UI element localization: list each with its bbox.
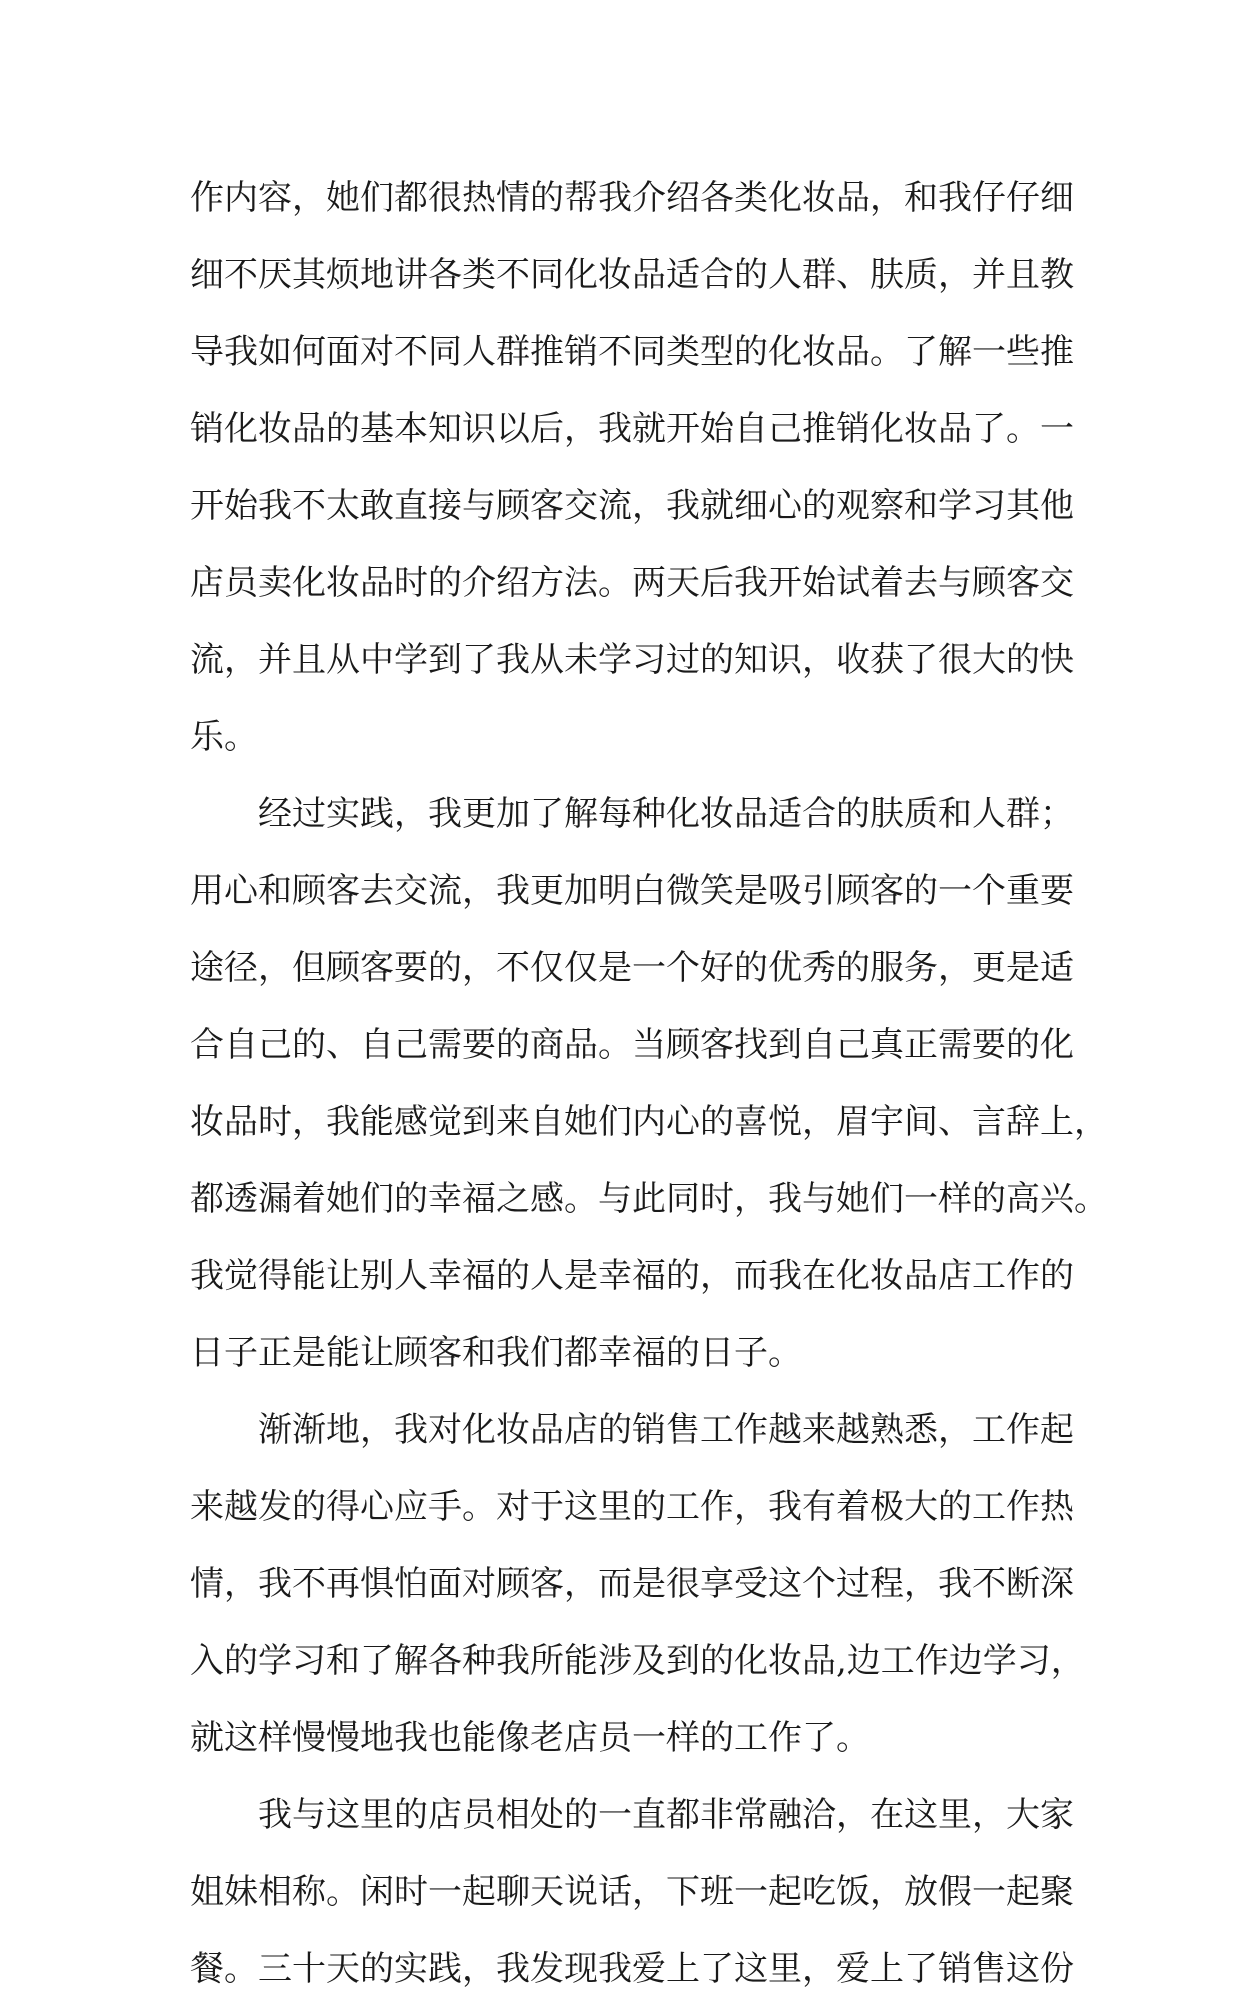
text-line: 我觉得能让别人幸福的人是幸福的，而我在化妆品店工作的 [190, 1256, 1074, 1296]
text-line: 细不厌其烦地讲各类不同化妆品适合的人群、肤质，并且教 [190, 255, 1074, 295]
body-text [190, 160, 1108, 2008]
paragraph-start-line: 我与这里的店员相处的一直都非常融洽，在这里，大家 [258, 1795, 1074, 1835]
text-line: 销化妆品的基本知识以后，我就开始自己推销化妆品了。一 [190, 409, 1074, 449]
text-line: 情，我不再惧怕面对顾客，而是很享受这个过程，我不断深 [190, 1564, 1074, 1604]
text-line: 开始我不太敢直接与顾客交流，我就细心的观察和学习其他 [190, 486, 1074, 526]
paragraph-start-line: 经过实践，我更加了解每种化妆品适合的肤质和人群； [258, 794, 1074, 834]
text-line: 作内容，她们都很热情的帮我介绍各类化妆品，和我仔仔细 [190, 178, 1074, 218]
text-line: 姐妹相称。闲时一起聊天说话，下班一起吃饭，放假一起聚 [190, 1872, 1074, 1912]
text-line: 合自己的、自己需要的商品。当顾客找到自己真正需要的化 [190, 1025, 1074, 1065]
text-line: 来越发的得心应手。对于这里的工作，我有着极大的工作热 [190, 1487, 1074, 1527]
text-line: 导我如何面对不同人群推销不同类型的化妆品。了解一些推 [190, 332, 1074, 372]
text-line: 入的学习和了解各种我所能涉及到的化妆品,边工作边学习， [190, 1641, 1085, 1681]
text-line: 就这样慢慢地我也能像老店员一样的工作了。 [190, 1718, 870, 1758]
text-line: 都透漏着她们的幸福之感。与此同时，我与她们一样的高兴。 [190, 1179, 1108, 1219]
text-line: 店员卖化妆品时的介绍方法。两天后我开始试着去与顾客交 [190, 563, 1074, 603]
text-line: 用心和顾客去交流，我更加明白微笑是吸引顾客的一个重要 [190, 871, 1074, 911]
text-line: 妆品时，我能感觉到来自她们内心的喜悦，眉宇间、言辞上， [190, 1102, 1108, 1142]
text-line: 流，并且从中学到了我从未学习过的知识，收获了很大的快 [190, 640, 1074, 680]
paragraph-start-line: 渐渐地，我对化妆品店的销售工作越来越熟悉，工作起 [258, 1410, 1074, 1450]
text-line: 日子正是能让顾客和我们都幸福的日子。 [190, 1333, 802, 1373]
text-line: 餐。三十天的实践，我发现我爱上了这里，爱上了销售这份 [190, 1949, 1074, 1989]
text-line: 乐。 [190, 717, 258, 757]
text-line: 途径，但顾客要的，不仅仅是一个好的优秀的服务，更是适 [190, 948, 1074, 988]
